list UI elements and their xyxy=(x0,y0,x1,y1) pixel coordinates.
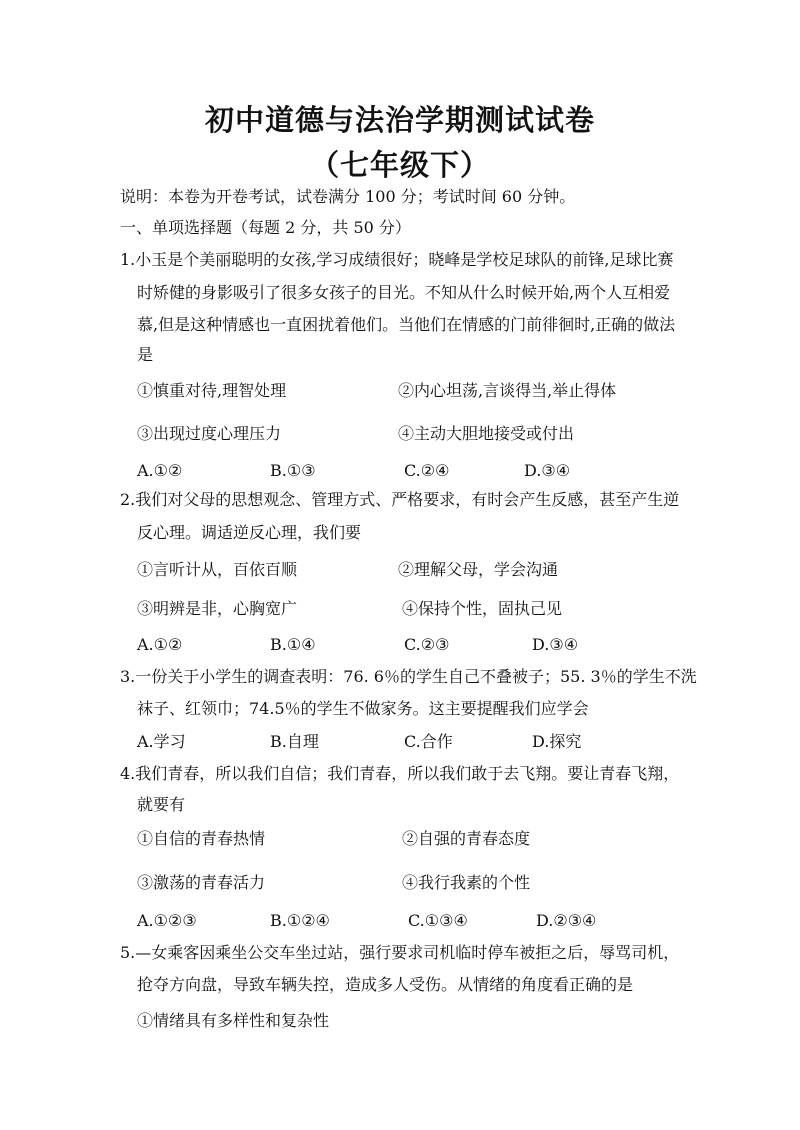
statement-item: ②理解父母，学会沟通 xyxy=(398,560,559,579)
choice-b[interactable]: B.自理 xyxy=(270,732,319,751)
choice-b[interactable]: B.①③ xyxy=(270,461,316,480)
statement-item: ②自强的青春态度 xyxy=(402,829,531,848)
statement-item: ①情绪具有多样性和复杂性 xyxy=(137,1011,330,1030)
question-stem-line: 是 xyxy=(137,345,154,364)
question-stem-line: 抢夺方向盘，导致车辆失控，造成多人受伤。从情绪的角度看正确的是 xyxy=(137,975,634,994)
question-stem-line: 1.小玉是个美丽聪明的女孩,学习成绩很好；晓峰是学校足球队的前锋,足球比赛 xyxy=(120,250,674,269)
instructions: 说明：本卷为开卷考试，试卷满分 100 分；考试时间 60 分钟。 xyxy=(120,187,576,206)
question-stem-line: 2.我们对父母的思想观念、管理方式、严格要求，有时会产生反感，甚至产生逆 xyxy=(120,490,680,509)
statement-item: ②内心坦荡,言谈得当,举止得体 xyxy=(398,381,617,400)
choice-d[interactable]: D.③④ xyxy=(524,461,571,480)
statement-item: ①慎重对待,理智处理 xyxy=(137,381,287,400)
choice-c[interactable]: C.合作 xyxy=(404,732,453,751)
section-heading: 一、单项选择题（每题 2 分，共 50 分） xyxy=(120,218,411,237)
question-stem-line: 袜子、红领巾；74.5％的学生不做家务。这主要提醒我们应学会 xyxy=(137,699,589,718)
choice-c[interactable]: C.②④ xyxy=(404,461,450,480)
choice-c[interactable]: C.①③④ xyxy=(408,911,468,930)
choice-b[interactable]: B.①②④ xyxy=(270,911,330,930)
choice-a[interactable]: A.①②③ xyxy=(137,911,197,930)
statement-item: ③激荡的青春活力 xyxy=(137,873,266,892)
choice-d[interactable]: D.③④ xyxy=(532,635,579,654)
question-stem-line: 反心理。调适逆反心理，我们要 xyxy=(137,523,362,542)
statement-item: ③出现过度心理压力 xyxy=(137,424,282,443)
question-stem-line: 慕,但是这种情感也一直困扰着他们。当他们在情感的门前徘徊时,正确的做法 xyxy=(137,315,676,334)
statement-item: ④保持个性，固执己见 xyxy=(402,599,563,618)
choice-a[interactable]: A.①② xyxy=(137,461,183,480)
question-stem-line: 就要有 xyxy=(137,795,186,814)
choice-d[interactable]: D.探究 xyxy=(532,732,582,751)
choice-a[interactable]: A.学习 xyxy=(137,732,186,751)
choice-c[interactable]: C.②③ xyxy=(404,635,450,654)
question-stem-line: 3.一份关于小学生的调查表明：76. 6％的学生自己不叠被子；55. 3％的学生不洗 xyxy=(120,667,697,686)
exam-subtitle: （七年级下） xyxy=(309,148,490,182)
choice-d[interactable]: D.②③④ xyxy=(536,911,597,930)
question-stem-line: 5.—女乘客因乘坐公交车坐过站，强行要求司机临时停车被拒之后，辱骂司机， xyxy=(120,943,680,962)
statement-item: ①自信的青春热情 xyxy=(137,829,266,848)
statement-item: ④我行我素的个性 xyxy=(402,873,531,892)
question-stem-line: 4.我们青春，所以我们自信；我们青春，所以我们敢于去飞翔。要让青春飞翔， xyxy=(120,764,680,783)
statement-item: ④主动大胆地接受或付出 xyxy=(398,424,575,443)
question-stem-line: 时矫健的身影吸引了很多女孩子的目光。不知从什么时候开始,两个人互相爱 xyxy=(137,283,671,302)
exam-title: 初中道德与法治学期测试试卷 xyxy=(204,103,595,137)
choice-b[interactable]: B.①④ xyxy=(270,635,316,654)
statement-item: ③明辨是非，心胸宽广 xyxy=(137,599,298,618)
statement-item: ①言听计从，百依百顺 xyxy=(137,560,298,579)
choice-a[interactable]: A.①② xyxy=(137,635,183,654)
